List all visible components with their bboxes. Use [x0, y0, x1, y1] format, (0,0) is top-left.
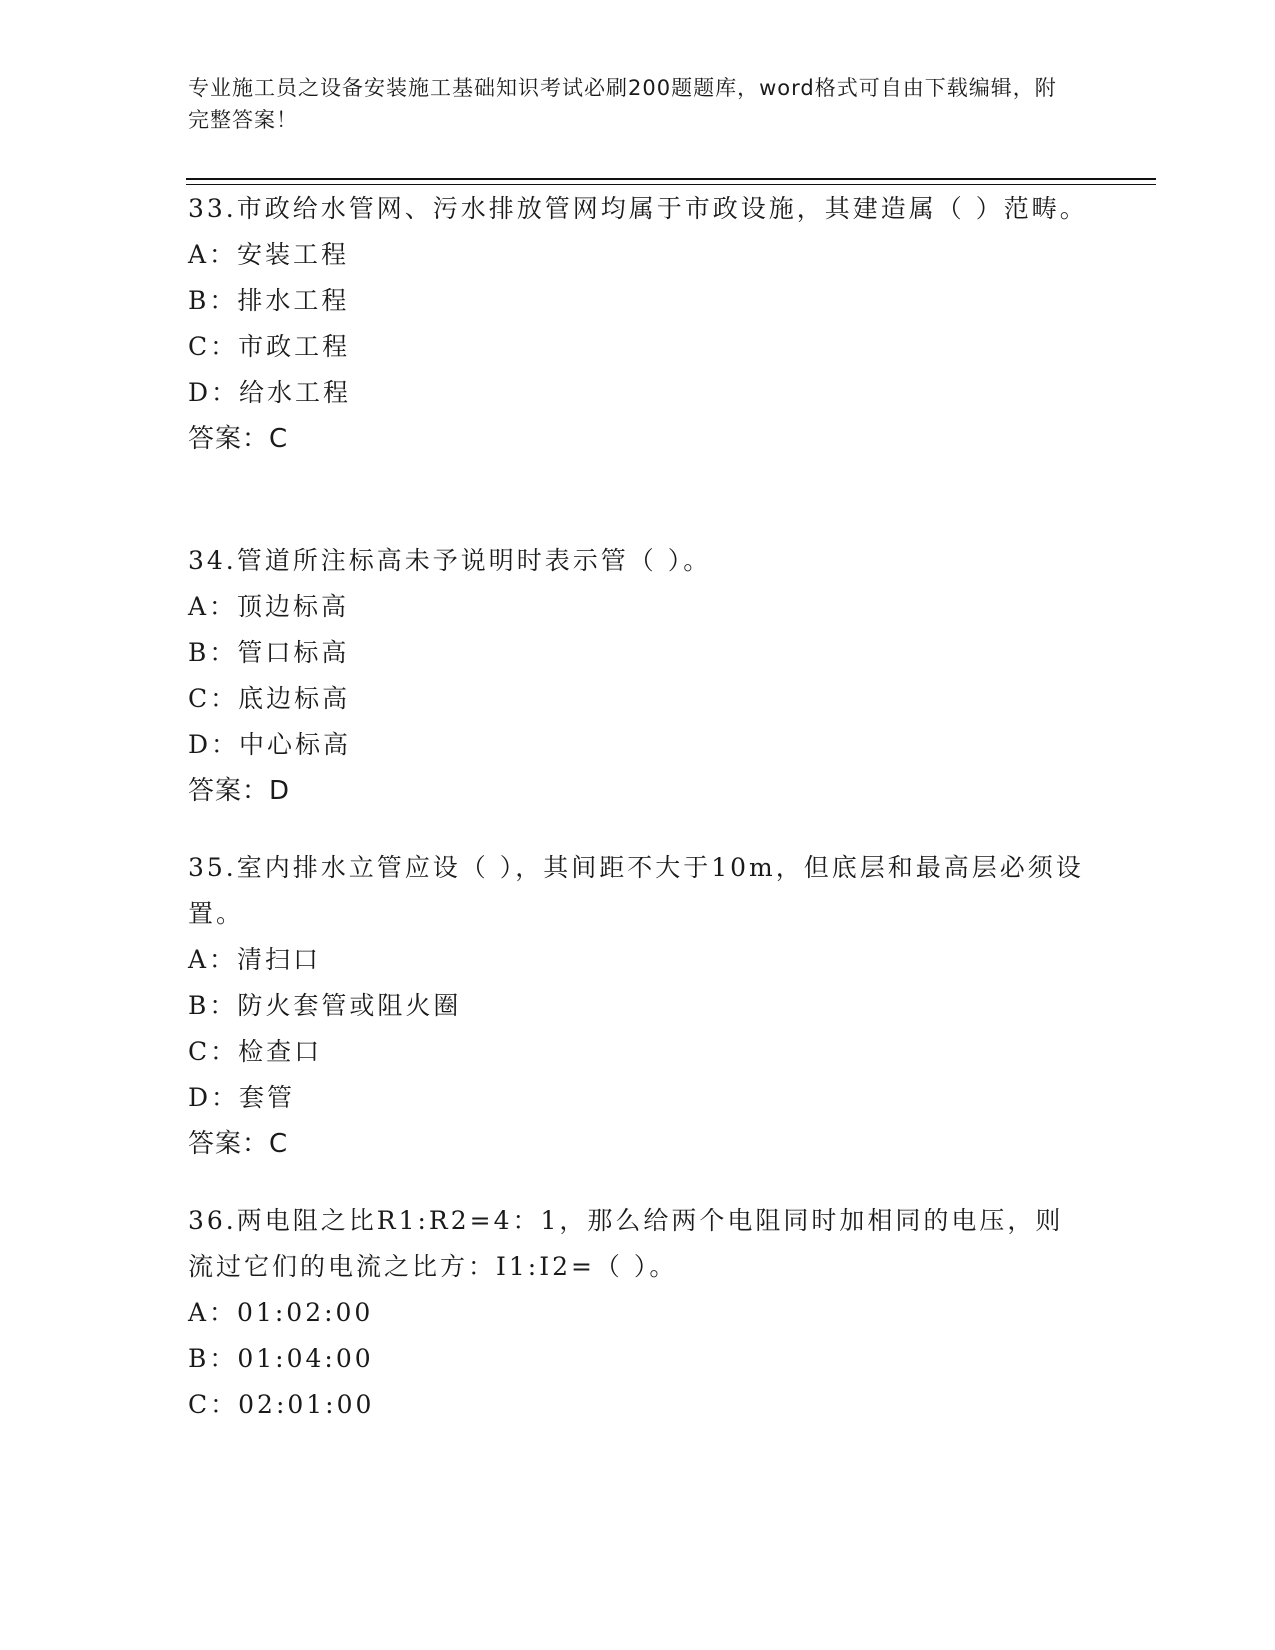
question-stem: 36.两电阻之比R1:R2=4：1，那么给两个电阻同时加相同的电压，则流过它们的电流之比方：I1:I2=（ ）。	[188, 1206, 1064, 1281]
option-a: A：安装工程	[188, 240, 350, 269]
question-stem: 33.市政给水管网、污水排放管网均属于市政设施，其建造属（ ）范畴。	[188, 194, 1088, 223]
header-divider-thick	[186, 178, 1156, 180]
question-34	[188, 538, 1088, 814]
option-d: D：给水工程	[188, 378, 352, 407]
option-c: C：底边标高	[188, 684, 351, 713]
option-b: B：防火套管或阻火圈	[188, 991, 462, 1020]
option-c: C：检查口	[188, 1037, 323, 1066]
answer: 答案：D	[188, 776, 291, 806]
question-35	[188, 845, 1088, 1167]
option-a: A：顶边标高	[188, 592, 350, 621]
option-d: D：中心标高	[188, 730, 352, 759]
option-c: C：02:01:00	[188, 1390, 375, 1419]
option-a: A：清扫口	[188, 945, 322, 974]
option-b: B：管口标高	[188, 638, 350, 667]
option-d: D：套管	[188, 1083, 296, 1112]
option-b: B：排水工程	[188, 286, 350, 315]
option-a: A：01:02:00	[188, 1298, 374, 1327]
question-stem: 35.室内排水立管应设（ ），其间距不大于10m，但底层和最高层必须设置。	[188, 853, 1084, 928]
header-divider-thin	[186, 184, 1156, 185]
answer: 答案：C	[188, 424, 289, 454]
question-36	[188, 1198, 1088, 1428]
option-c: C：市政工程	[188, 332, 351, 361]
document-header: 专业施工员之设备安装施工基础知识考试必刷200题题库，word格式可自由下载编辑，附完整答案！	[188, 76, 1057, 132]
answer: 答案：C	[188, 1129, 289, 1159]
option-b: B：01:04:00	[188, 1344, 374, 1373]
question-33	[188, 186, 1088, 462]
question-stem: 34.管道所注标高未予说明时表示管（ ）。	[188, 546, 712, 575]
